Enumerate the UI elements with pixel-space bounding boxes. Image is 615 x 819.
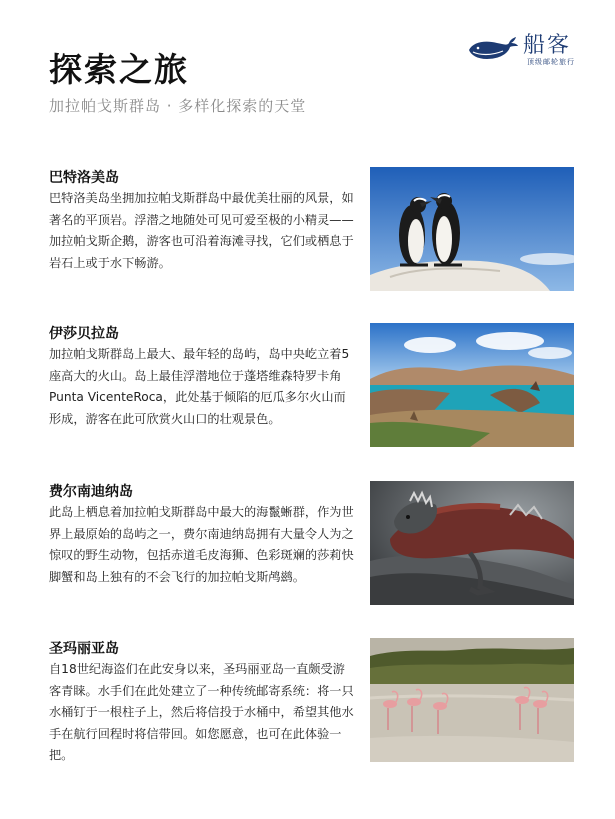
section-title: 圣玛丽亚岛	[49, 641, 119, 657]
whale-logo-icon	[467, 34, 519, 62]
penguins-photo	[370, 167, 574, 291]
section-body: 自18世纪海盗们在此安身以来，圣玛丽亚岛一直颇受游客青睐。水手们在此处建立了一种传统邮寄系统：将一只水桶钉于一根柱子上，然后将信投于水桶中，希望其他水手在航行回程时将信带回。如您愿意，也可在此体验一把。	[49, 662, 354, 762]
section-title: 巴特洛美岛	[49, 170, 119, 186]
page-title: 探索之旅	[49, 50, 189, 89]
section-santa-maria	[49, 638, 574, 762]
brand-logo	[467, 28, 587, 72]
volcanic-bay-photo	[370, 323, 574, 447]
page-subtitle: 加拉帕戈斯群岛 · 多样化探索的天堂	[49, 97, 307, 115]
section-title: 费尔南迪纳岛	[49, 484, 133, 500]
section-bartolome	[49, 167, 574, 291]
section-body: 此岛上栖息着加拉帕戈斯群岛中最大的海鬣蜥群，作为世界上最原始的岛屿之一，费尔南迪纳岛拥有大量令人为之惊叹的野生动物，包括赤道毛皮海狮、色彩斑斓的莎莉快脚蟹和岛上独有的不会飞行的加拉帕戈斯鸬鹚。	[49, 505, 354, 584]
marine-iguana-photo	[370, 481, 574, 605]
section-body: 巴特洛美岛坐拥加拉帕戈斯群岛中最优美壮丽的风景，如著名的平顶岩。浮潜之地随处可见可爱至极的小精灵——加拉帕戈斯企鹅，游客也可沿着海滩寻找，它们或栖息于岩石上或于水下畅游。	[49, 191, 354, 270]
brand-name: 船客	[523, 33, 572, 58]
brand-tagline: 顶级邮轮旅行	[527, 58, 575, 66]
flamingos-photo	[370, 638, 574, 762]
section-fernandina	[49, 481, 574, 605]
section-title: 伊莎贝拉岛	[49, 326, 119, 342]
section-body: 加拉帕戈斯群岛上最大、最年轻的岛屿，岛中央屹立着5座高大的火山。岛上最佳浮潜地位于蓬塔维森特罗卡角Punta VicenteRoca，此处基于倾陷的厄瓜多尔火山而形成，游客在此可欣赏火山口的壮观景色。	[49, 347, 350, 426]
section-isabela	[49, 323, 574, 447]
